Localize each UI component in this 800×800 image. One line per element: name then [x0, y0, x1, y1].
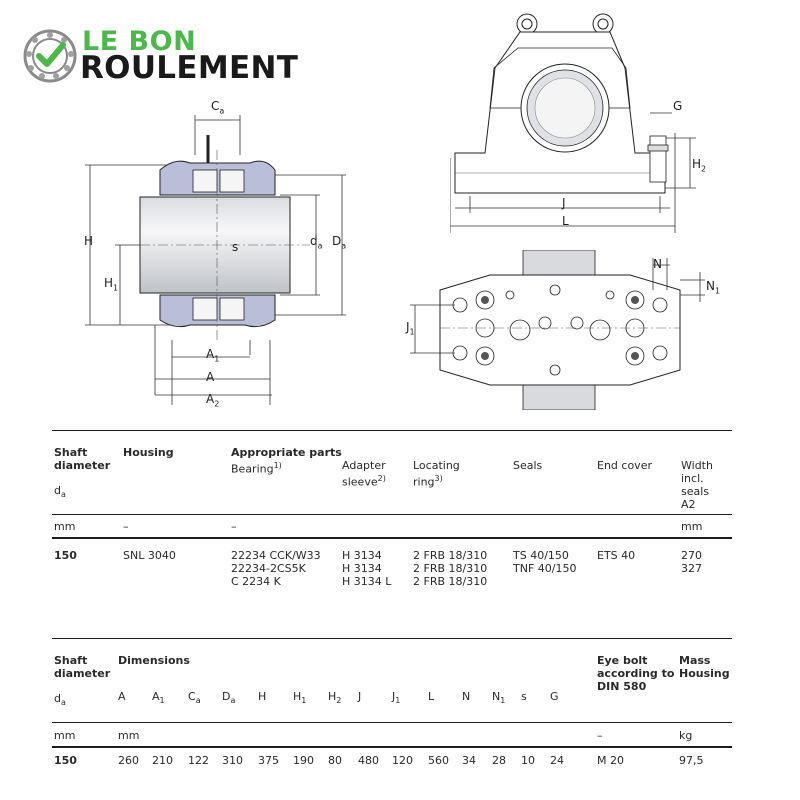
- t2-header-mass: Mass Housing: [679, 654, 730, 680]
- t1-cell-housing: SNL 3040: [123, 549, 176, 562]
- t2-dim-header: $D_a$: [222, 690, 236, 706]
- side-section-drawing: [80, 95, 360, 415]
- t2-dim-header: $J_1$: [392, 690, 401, 706]
- label-da: $d_a$: [310, 234, 323, 251]
- label-h1: $H_1$: [104, 276, 119, 293]
- label-n: N: [653, 257, 662, 271]
- t2-dim-header: $H_2$: [328, 690, 342, 706]
- t2-dim-value: 34: [462, 754, 476, 767]
- t2-unit-eyebolt: –: [597, 729, 603, 742]
- t2-dim-header: A: [118, 690, 126, 703]
- t1-cell-seals: TS 40/150 TNF 40/150: [513, 549, 577, 575]
- t2-dim-header: G: [550, 690, 559, 703]
- t2-dim-header: $C_a$: [188, 690, 201, 706]
- t1-header-locating: Locating ring$^{3)}$: [413, 459, 460, 489]
- label-da-outer: $D_a$: [332, 234, 347, 251]
- logo-text-line2: ROULEMENT: [80, 50, 299, 86]
- table1-unit-rule: [52, 514, 732, 515]
- t2-unit-mass: kg: [679, 729, 693, 742]
- t2-dim-header: $A_1$: [152, 690, 165, 706]
- t1-header-adapter: Adapter sleeve$^{2)}$: [342, 459, 386, 489]
- t1-cell-adapter: H 3134 H 3134 H 3134 L: [342, 549, 392, 588]
- t1-cell-bearing: 22234 CCK/W33 22234-2CS5K C 2234 K: [231, 549, 321, 588]
- label-h: H: [84, 234, 94, 248]
- table2-body-rule: [52, 746, 732, 748]
- t2-dim-value: 190: [293, 754, 314, 767]
- t2-dim-header: N: [462, 690, 471, 703]
- t2-unit-shaft: mm: [54, 729, 76, 742]
- t1-unit-parts: –: [231, 520, 237, 533]
- t2-dim-value: 120: [392, 754, 413, 767]
- t1-header-parts: Appropriate parts: [231, 446, 342, 459]
- t2-dim-value: 80: [328, 754, 342, 767]
- t1-header-shaft: Shaft diameter: [54, 446, 111, 472]
- t1-header-housing: Housing: [123, 446, 174, 459]
- t1-unit-housing: –: [123, 520, 129, 533]
- t1-unit-width: mm: [681, 520, 703, 533]
- t2-cell-eyebolt: M 20: [597, 754, 624, 767]
- t1-header-seals: Seals: [513, 459, 543, 472]
- t2-dim-value: 260: [118, 754, 139, 767]
- label-n1: $N_1$: [706, 279, 721, 296]
- label-g: G: [673, 99, 683, 113]
- label-a: A: [206, 370, 215, 384]
- label-h2: $H_2$: [692, 157, 707, 174]
- t1-cell-width: 270 327: [681, 549, 702, 575]
- t2-dim-value: 122: [188, 754, 209, 767]
- t2-dim-value: 28: [492, 754, 506, 767]
- t1-cell-endcover: ETS 40: [597, 549, 636, 562]
- t2-dim-header: L: [428, 690, 435, 703]
- t2-dim-value: 310: [222, 754, 243, 767]
- table1-body-rule: [52, 537, 732, 539]
- t2-header-shaft-symbol: $d_a$: [54, 692, 66, 708]
- t2-dim-value: 24: [550, 754, 564, 767]
- t2-unit-dimensions: mm: [118, 729, 140, 742]
- t1-cell-locating: 2 FRB 18/310 2 FRB 18/310 2 FRB 18/310: [413, 549, 488, 588]
- t2-dim-header: s: [521, 690, 527, 703]
- label-l: L: [562, 214, 569, 228]
- table2-unit-rule: [52, 722, 732, 723]
- bearing-check-icon: [22, 28, 78, 84]
- t2-header-shaft: Shaft diameter: [54, 654, 111, 680]
- label-s: s: [232, 240, 239, 254]
- front-view-drawing: [450, 8, 700, 233]
- table1-top-rule: [52, 430, 732, 431]
- t1-unit-shaft: mm: [54, 520, 76, 533]
- t2-dim-header: $N_1$: [492, 690, 506, 706]
- label-a2: $A_2$: [206, 392, 220, 409]
- t1-header-shaft-symbol: $d_a$: [54, 484, 66, 500]
- label-ca: $C_a$: [211, 99, 225, 116]
- t1-header-bearing: Bearing$^{1)}$: [231, 461, 282, 476]
- t2-dim-value: 210: [152, 754, 173, 767]
- brand-logo: [22, 26, 302, 86]
- t1-cell-shaft: 150: [54, 549, 77, 562]
- t2-dim-value: 560: [428, 754, 449, 767]
- logo-text-line1: LE BON: [82, 26, 197, 57]
- label-j1: $J_1$: [406, 320, 415, 337]
- t2-dim-header: H: [258, 690, 267, 703]
- t2-header-dimensions: Dimensions: [118, 654, 190, 667]
- label-a1: $A_1$: [206, 347, 220, 364]
- t1-header-width: Width incl. seals A2: [681, 459, 713, 511]
- label-j: J: [562, 196, 566, 210]
- t2-dim-value: 10: [521, 754, 535, 767]
- t2-cell-shaft: 150: [54, 754, 77, 767]
- t2-dim-header: J: [358, 690, 362, 703]
- t2-dim-value: 480: [358, 754, 379, 767]
- t2-header-eyebolt: Eye bolt according to DIN 580: [597, 654, 675, 693]
- t2-dim-value: 375: [258, 754, 279, 767]
- top-view-drawing: [405, 250, 705, 410]
- table2-top-rule: [52, 638, 732, 639]
- t1-header-endcover: End cover: [597, 459, 652, 472]
- t2-dim-header: $H_1$: [293, 690, 307, 706]
- t2-cell-mass: 97,5: [679, 754, 704, 767]
